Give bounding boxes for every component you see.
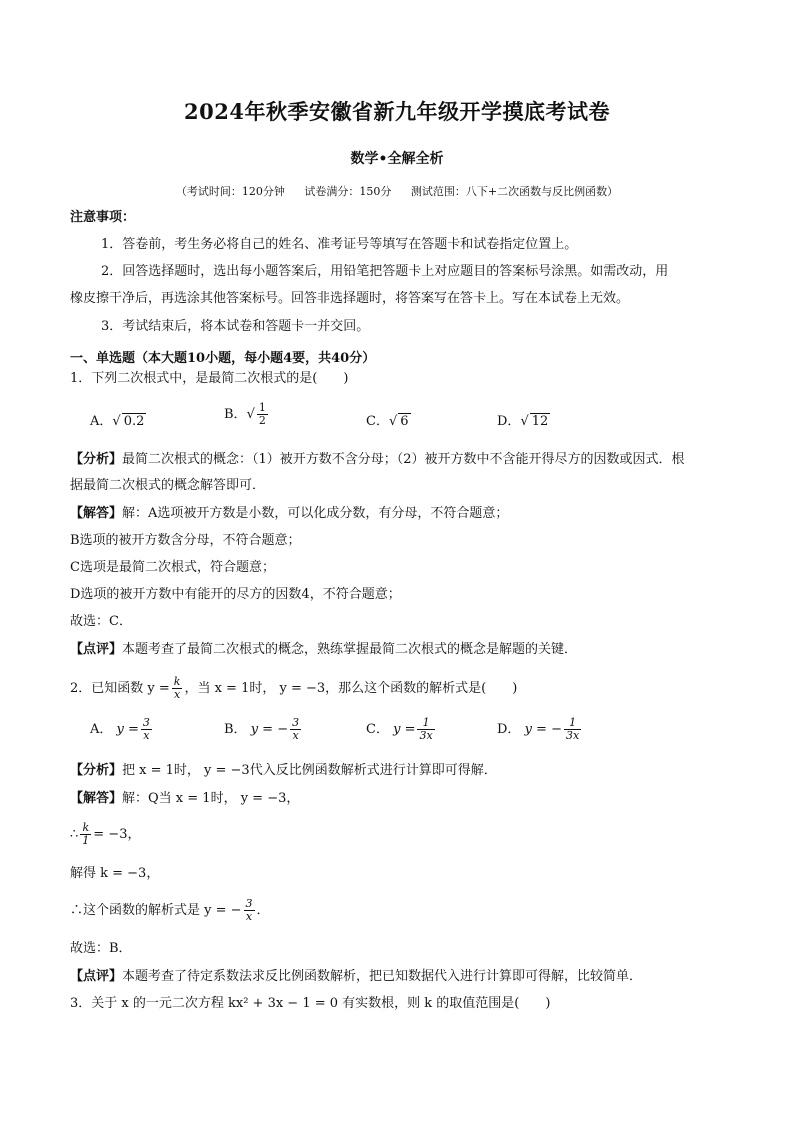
notes-heading: 注意事项： (70, 210, 136, 225)
q2-stem-fraction: $\frac{k}{x}$ (173, 675, 181, 701)
q2-comment: 【点评】本题考查了待定系数法求反比例函数解析，把已知数据代入进行计算即可得解，比较简单． (70, 969, 643, 984)
q2-option-b: B． y = − $\frac{3}{x}$ (224, 716, 300, 742)
exam-meta (0, 183, 794, 199)
q2-option-a: A． y = $\frac{3}{x}$ (90, 716, 150, 742)
q1-option-b: B．√ $\frac{1}{2}$ (224, 401, 266, 427)
q1-answer-d: D选项的被开方数中有能开的尽方的因数4，不符合题意； (70, 587, 401, 602)
q1-answer-c: C选项是最简二次根式，符合题意； (70, 560, 275, 575)
q1-analysis-cont: 据最简二次根式的概念解答即可． (70, 478, 266, 493)
q1-option-c-value: 6 (400, 414, 409, 429)
q2-option-c: C． y = $\frac{1}{3x}$ (366, 716, 433, 742)
q2-analysis: 【分析】把 x = 1时， y = −3代入反比例函数解析式进行计算即可得解． (70, 763, 497, 778)
q1-answer-b: B选项的被开方数含分母，不符合题意； (70, 533, 301, 548)
note-1: 1．答卷前，考生务必将自己的姓名、准考证号等填写在答题卡和试卷指定位置上。 (101, 237, 578, 252)
q2-solve: 解得 k = −3， (70, 866, 160, 881)
note-3: 3．考试结束后，将本试卷和答题卡一并交回。 (101, 319, 370, 334)
q1-option-a-value: 0.2 (123, 414, 145, 429)
q1-stem: 1．下列二次根式中，是最简二次根式的是( ) (70, 371, 349, 386)
q1-answer: 【解答】解：A选项被开方数是小数，可以化成分数，有分母，不符合题意； (70, 506, 509, 521)
exam-scope: 测试范围：八下+二次函数与反比例函数） (410, 185, 619, 198)
q1-choice: 故选：C． (70, 614, 132, 629)
q2-step: ∴ $\frac{k}{1}$ = −3， (70, 821, 141, 847)
q1-option-a: A．√ 0.2 (90, 414, 145, 429)
q1-option-d-value: 12 (531, 414, 549, 429)
page-subtitle: 数学•全解全析 (350, 151, 444, 167)
exam-score: 试卷满分：150分 (304, 185, 392, 198)
note-2a: 2．回答选择题时，选出每小题答案后，用铅笔把答题卡上对应题目的答案标号涂黑。如需改动，用 (101, 264, 669, 279)
q2-option-d: D． y = − $\frac{1}{3x}$ (497, 716, 580, 742)
q2-choice: 故选：B． (70, 941, 132, 956)
section-heading: 一、单选题（本大题10小题，每小题4要，共40分） (70, 351, 376, 366)
q1-option-d: D．√ 12 (497, 414, 549, 429)
note-2b: 橡皮擦干净后，再选涂其他答案标号。回答非选择题时，将答案写在答卡上。写在本试卷上无效。 (70, 291, 630, 306)
q1-analysis: 【分析】最简二次根式的概念：（1）被开方数不含分母；（2）被开方数中不含能开得尽方的因数或因式．根 (70, 452, 685, 467)
q3-stem: 3．关于 x 的一元二次方程 kx² + 3x − 1 = 0 有实数根，则 k 的取值范围是( ) (70, 996, 551, 1011)
q1-option-b-fraction: $\frac{1}{2}$ (258, 401, 266, 427)
page-title: 2024年秋季安徽省新九年级开学摸底考试卷 (184, 99, 610, 124)
exam-time: （考试时间：120分钟 (175, 185, 285, 198)
q2-result: ∴这个函数的解析式是 y = − $\frac{3}{x}$ ． (70, 897, 270, 923)
q2-stem: 2．已知函数 y = $\frac{k}{x}$ ，当 x = 1时， y = −3，那么这个函数的解析式是( ) (70, 675, 518, 701)
q2-answer: 【解答】解：Q当 x = 1时， y = −3， (70, 791, 300, 806)
q1-comment: 【点评】本题考查了最简二次根式的概念，熟练掌握最简二次根式的概念是解题的关键． (70, 642, 578, 657)
q1-option-c: C．√ 6 (366, 414, 409, 429)
